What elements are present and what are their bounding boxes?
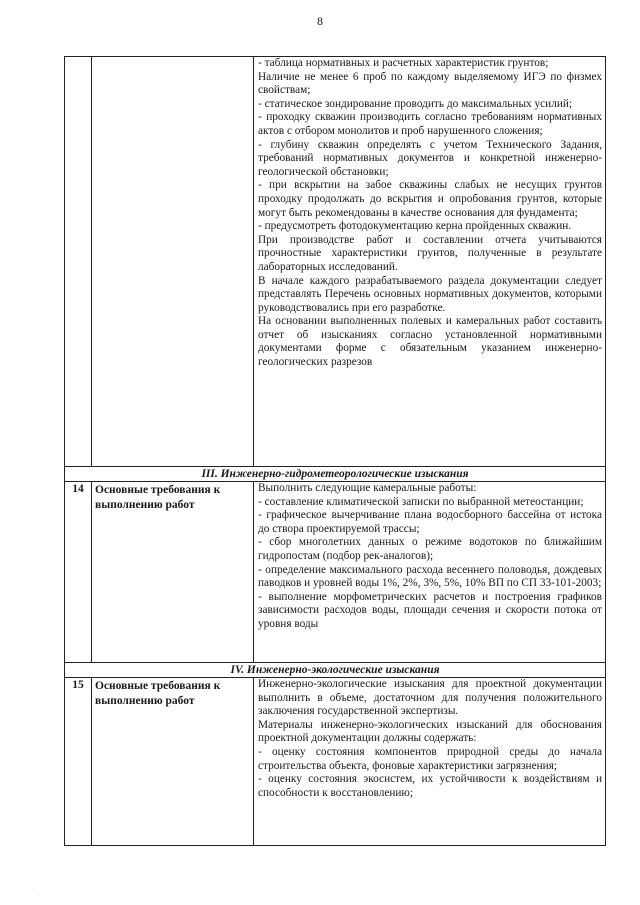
list-item: - при вскрытии на забое скважины слабых не несущих грунтов проходку продолжать до вскрытия и опробования грунтов, которые могут быть рекомендованы в качестве основания для фундамента;: [258, 179, 602, 219]
list-item: - определение максимального расхода весеннего половодья, дождевых паводков и уровней воды 1%, 2%, 3%, 5%, 10% ВП по СП 33-101-2003;: [258, 563, 602, 590]
paragraph: При производстве работ и составлении отчета учитываются прочностные характеристики грунтов, полученные в результате лабораторных исследований.: [258, 233, 602, 273]
list-item: - составление климатической записки по выбранной метеостанции;: [258, 495, 584, 508]
section-heading: III. Инженерно-гидрометеорологические изыскания: [65, 467, 606, 482]
list-item: - глубину скважин определять с учетом Технического Задания, требований нормативных документов и конкретной инженерно-геологической обстановки;: [258, 138, 602, 178]
table-row-continued: [65, 57, 606, 467]
row-number: 15: [65, 678, 92, 846]
paragraph: На основании выполненных полевых и камеральных работ составить отчет об изысканиях согласно установленной нормативными документами форме с обязательным указанием инженерно-геологических разрезов: [258, 315, 602, 369]
list-item: - проходку скважин производить согласно требованиям нормативных актов с отбором монолитов и проб нарушенного сложения;: [258, 111, 602, 137]
requirements-cell: [254, 57, 606, 467]
row-name: Основные требования к выполнению работ: [92, 482, 254, 663]
row-name: Основные требования к выполнению работ: [92, 678, 254, 846]
list-item: - оценку состояния компонентов природной среды до начала строительства объекта, фоновые характеристики загрязнения;: [258, 745, 602, 772]
number-cell-empty: [65, 57, 92, 467]
list-item: Выполнить следующие камеральные работы:: [258, 482, 477, 494]
paragraph: Материалы инженерно-экологических изысканий для обоснования проектной документации должны содержать:: [258, 718, 602, 745]
table-row: [65, 482, 606, 663]
row-number: 14: [65, 482, 92, 663]
name-cell-empty: [92, 57, 254, 467]
list-item: - статическое зондирование проводить до максимальных усилий;: [258, 97, 573, 110]
paragraph: Инженерно-экологические изыскания для проектной документации выполнить в объеме, достаточном для получения положительного заключения государственной экспертизы.: [258, 678, 602, 718]
requirements-table: [64, 56, 606, 846]
section-heading-row: [65, 467, 606, 482]
list-item: - выполнение морфометрических расчетов и построения графиков зависимости расходов воды, площади сечения и скорости потока от уровня воды: [258, 590, 602, 630]
paragraph: В начале каждого разрабатываемого раздела документации следует представлять Перечень основных нормативных документов, которыми руководствовались при его разработке.: [258, 274, 602, 314]
list-item: - графическое вычерчивание плана водосборного бассейна от истока до створа проектируемой трассы;: [258, 509, 602, 535]
table-row: [65, 678, 606, 846]
list-item: - сбор многолетних данных о режиме водотоков по ближайшим гидропостам (подбор рек-аналогов);: [258, 536, 602, 562]
list-item: - оценку состояния экосистем, их устойчивости к воздействиям и способности к восстановлению;: [258, 773, 602, 799]
scan-mark: ·: [37, 893, 39, 899]
list-item: Наличие не менее 6 проб по каждому выделяемому ИГЭ по физмех свойствам;: [258, 70, 602, 97]
page-number: 8: [317, 14, 323, 28]
list-item: - таблица нормативных и расчетных характеристик грунтов;: [258, 57, 549, 69]
section-heading: IV. Инженерно-экологические изыскания: [65, 663, 606, 678]
requirements-cell: [254, 678, 606, 846]
section-heading-row: [65, 663, 606, 678]
list-item: - предусмотреть фотодокументацию керна пройденных скважин.: [258, 220, 572, 233]
requirements-cell: [254, 482, 606, 663]
